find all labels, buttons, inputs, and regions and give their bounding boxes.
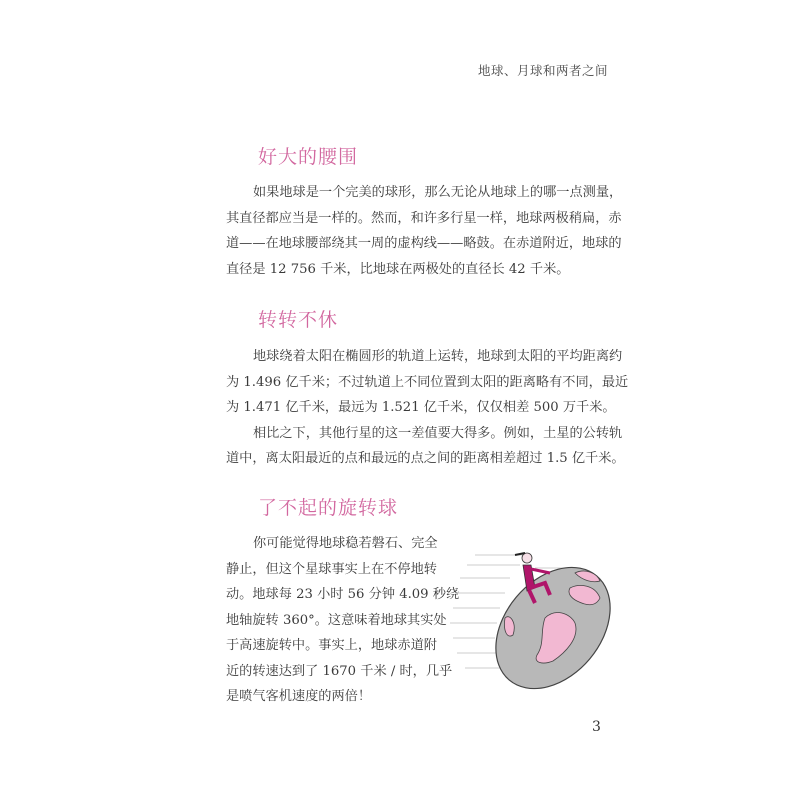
text-line: 你可能觉得地球稳若磐石、完全 bbox=[253, 536, 438, 551]
paragraph bbox=[226, 531, 460, 710]
text-line: 静止，但这个星球事实上在不停地转 bbox=[226, 561, 437, 577]
paragraph bbox=[226, 344, 629, 472]
section-heading: 好大的腰围 bbox=[258, 146, 359, 168]
text-line: 地轴旋转 360°。这意味着地球其实处 bbox=[226, 612, 447, 628]
section-heading: 了不起的旋转球 bbox=[258, 497, 399, 519]
text-line: 道——在地球腰部绕其一周的虚构线——略鼓。在赤道附近，地球的 bbox=[226, 236, 622, 251]
text-line: 其直径都应当是一样的。然而，和许多行星一样，地球两极稍扁，赤 bbox=[226, 210, 622, 226]
spinning-globe-illustration bbox=[445, 543, 640, 693]
text-line: 于高速旋转中。事实上，地球赤道附 bbox=[226, 638, 437, 653]
text-line: 道中，离太阳最近的点和最远的点之间的距离相差超过 1.5 亿千米。 bbox=[226, 451, 625, 466]
section-heading: 转转不休 bbox=[258, 309, 339, 331]
text-line: 地球绕着太阳在椭圆形的轨道上运转，地球到太阳的平均距离约 bbox=[253, 349, 623, 364]
text-line: 近的转速达到了 1670 千米 / 时，几乎 bbox=[226, 663, 453, 679]
text-line: 为 1.471 亿千米，最远为 1.521 亿千米，仅仅相差 500 万千米。 bbox=[226, 400, 616, 415]
text-line: 相比之下，其他行星的这一差值要大得多。例如，土星的公转轨 bbox=[253, 425, 623, 441]
paragraph bbox=[226, 180, 623, 282]
text-line: 是喷气客机速度的两倍！ bbox=[226, 689, 372, 704]
text-line: 如果地球是一个完美的球形，那么无论从地球上的哪一点测量， bbox=[253, 185, 623, 200]
text-line: 直径是 12 756 千米，比地球在两极处的直径长 42 千米。 bbox=[226, 261, 570, 277]
running-head: 地球、月球和两者之间 bbox=[477, 63, 608, 78]
text-line: 动。地球每 23 小时 56 分钟 4.09 秒绕 bbox=[226, 587, 460, 602]
text-line: 为 1.496 亿千米；不过轨道上不同位置到太阳的距离略有不同，最近 bbox=[226, 374, 629, 390]
page-number: 3 bbox=[592, 719, 601, 735]
globe bbox=[473, 545, 634, 693]
